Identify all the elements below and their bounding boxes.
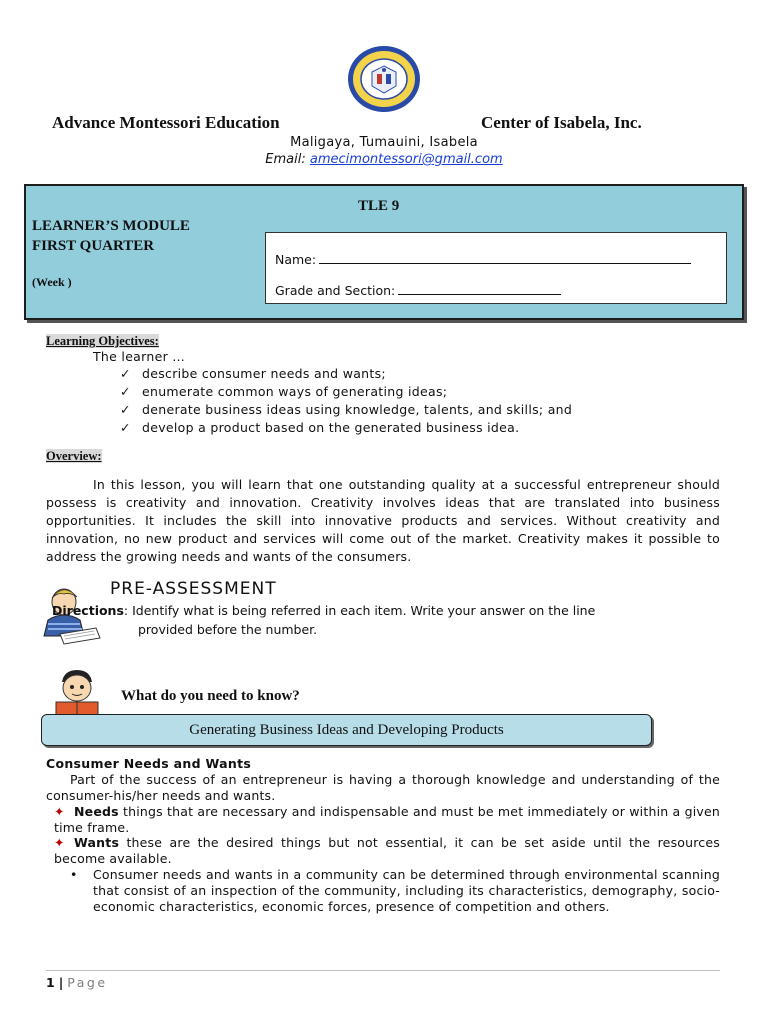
page-number: 1 [46, 975, 55, 990]
grade-label: Grade and Section: [275, 283, 396, 298]
pre-assessment-title: PRE-ASSESSMENT [110, 579, 277, 599]
overview-paragraph [46, 476, 720, 566]
needs-item [54, 804, 720, 836]
overview-heading-text: Overview: [46, 449, 102, 463]
footer-separator: | [58, 975, 64, 990]
directions-text-2: provided before the number. [138, 622, 318, 637]
grade-line[interactable] [398, 282, 561, 295]
name-field[interactable] [275, 251, 691, 267]
section-title-box [41, 714, 652, 746]
directions [52, 601, 652, 639]
wants-text: these are the desired things but not essential, it can be set aside until the resources become available. [54, 835, 720, 866]
school-name-left: Advance Montessori Education [52, 113, 280, 132]
reading-child-illustration [52, 668, 102, 716]
email-line [0, 152, 768, 167]
footer-divider [46, 970, 720, 971]
name-label: Name: [275, 252, 317, 267]
objective-item: ✓ denerate business ideas using knowledge, talents, and skills; and [120, 402, 573, 417]
consumer-intro-paragraph [46, 772, 720, 804]
consumer-heading: Consumer Needs and Wants [46, 756, 252, 771]
needs-label: Needs [74, 804, 119, 819]
email-label: Email: [265, 152, 306, 167]
check-icon: ✓ [120, 384, 131, 399]
school-address: Maligaya, Tumauini, Isabela [290, 135, 478, 150]
objective-item: ✓ enumerate common ways of generating ideas; [120, 384, 448, 399]
diamond-bullet-icon: ✦ [54, 804, 65, 819]
directions-label: Directions [52, 603, 124, 618]
module-title [32, 216, 190, 256]
consumer-bullet [70, 867, 720, 915]
need-to-know-heading: What do you need to know? [121, 688, 300, 704]
check-icon: ✓ [120, 366, 131, 381]
page-footer [46, 975, 108, 990]
objectives-heading-text: Learning Objectives: [46, 334, 159, 348]
objective-item: ✓ develop a product based on the generated business idea. [120, 420, 520, 435]
check-icon: ✓ [120, 402, 131, 417]
check-icon: ✓ [120, 420, 131, 435]
overview-text: In this lesson, you will learn that one outstanding quality at a successful entrepreneur should possess is creativity and innovation. Creativity involves ideas that are translated into business opportunities. It includes the skill into innovative products and services. Without creativity and innovation, no new product and services will come out of the market. Creativity makes it possible to address the growing needs and wants of the consumers. [46, 477, 720, 564]
objectives-heading [46, 334, 159, 349]
module-title-line1: LEARNER’S MODULE [32, 218, 190, 234]
diamond-bullet-icon: ✦ [54, 835, 65, 850]
directions-text-1: : Identify what is being referred in each item. Write your answer on the line [123, 603, 596, 618]
needs-text: things that are necessary and indispensable and must be met immediately or within a given time frame. [54, 804, 720, 835]
wants-label: Wants [74, 835, 120, 850]
objective-item: ✓ describe consumer needs and wants; [120, 366, 386, 381]
objectives-intro: The learner … [93, 349, 186, 364]
subject-title: TLE 9 [358, 198, 400, 214]
bullet-dot-icon: • [70, 867, 78, 882]
consumer-bullet-text: Consumer needs and wants in a community can be determined through environmental scanning that consist of an inspection of the community, including its characteristics, demography, socio-economic characteristics, economic forces, presence of competition and others. [93, 867, 720, 914]
grade-section-field[interactable] [275, 282, 561, 298]
page-word: Page [67, 975, 108, 990]
week-label: (Week ) [32, 275, 72, 289]
section-title: Generating Business Ideas and Developing Products [189, 722, 504, 738]
consumer-intro: Part of the success of an entrepreneur is having a thorough knowledge and understanding of the consumer-his/her needs and wants. [46, 772, 720, 803]
email-link[interactable]: amecimontessori@gmail.com [309, 152, 503, 167]
school-name-right: Center of Isabela, Inc. [481, 113, 642, 132]
overview-heading [46, 449, 102, 464]
school-seal-icon [346, 44, 422, 114]
module-title-line2: FIRST QUARTER [32, 238, 155, 254]
name-line[interactable] [319, 251, 691, 264]
wants-item [54, 835, 720, 867]
